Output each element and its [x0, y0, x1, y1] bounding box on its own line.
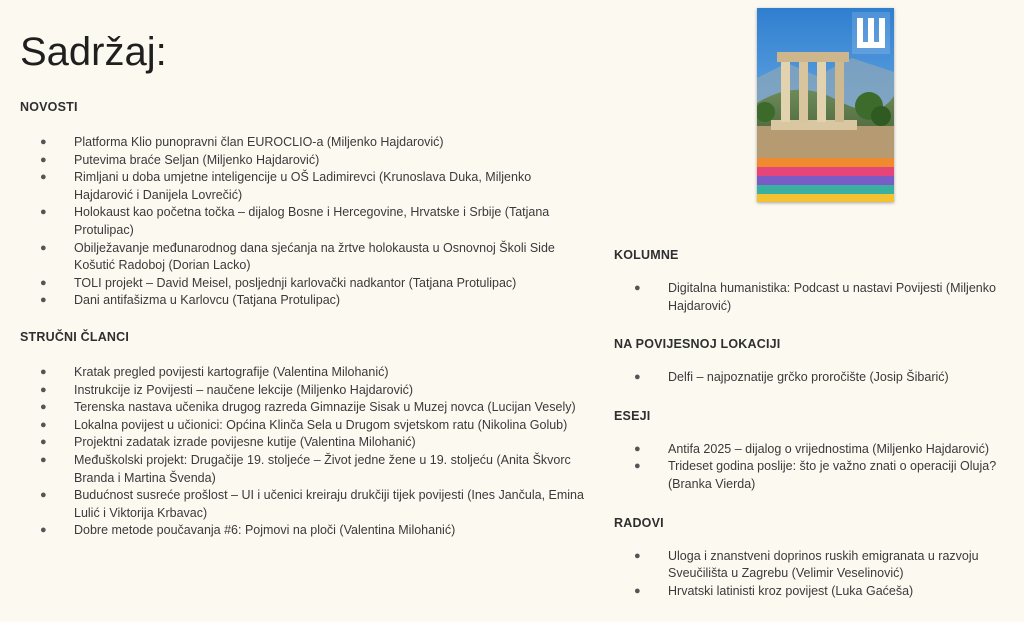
bullet-icon: ● [634, 460, 641, 473]
bullet-icon: ● [40, 365, 47, 378]
list-item [614, 458, 1014, 493]
bullet-icon: ● [40, 436, 47, 449]
item-text: Putevima braće Seljan (Miljenko Hajdarović) [74, 152, 320, 167]
item-text: Hrvatski latinisti kroz povijest (Luka Gaćeša) [668, 583, 914, 598]
bullet-icon: ● [40, 383, 47, 396]
item-text: Međuškolski projekt: Drugačije 19. stoljeće – Život jedne žene u 19. stoljeću (Anita Škvorc Branda i Martina Švenda) [74, 452, 571, 485]
section-strucni-clanci [20, 330, 590, 540]
list-item [20, 292, 590, 310]
delphi-tholos-photo [757, 8, 894, 202]
item-text: Projektni zadatak izrade povijesne kutije (Valentina Milohanić) [74, 435, 416, 450]
bullet-icon: ● [40, 206, 47, 219]
item-text: Rimljani u doba umjetne inteligencije u OŠ Ladimirevci (Krunoslava Duka, Miljenko Hajdarović i Danijela Lovrečić) [74, 170, 532, 202]
lokacija-list [614, 369, 1014, 387]
list-item [20, 204, 590, 239]
section-heading: NOVOSTI [20, 100, 78, 114]
list-item [20, 134, 590, 152]
magazine-logo-icon [852, 12, 890, 54]
bullet-icon: ● [40, 524, 47, 537]
item-text: Obilježavanje međunarodnog dana sjećanja na žrtve holokausta u Osnovnoj Školi Side Košutić Radoboj (Dorian Lacko) [74, 240, 555, 273]
bullet-icon: ● [40, 453, 47, 466]
item-text: Uloga i znanstveni doprinos ruskih emigranata u razvoju Sveučilišta u Zagrebu (Velimir Veselinović) [668, 548, 979, 581]
item-text: Dobre metode poučavanja #6: Pojmovi na ploči (Valentina Milohanić) [74, 523, 456, 538]
list-item [20, 240, 590, 275]
list-item [20, 417, 590, 435]
item-text: Instrukcije iz Povijesti – naučene lekcije (Miljenko Hajdarović) [74, 382, 414, 397]
item-text: Holokaust kao početna točka – dijalog Bosne i Hercegovine, Hrvatske i Srbije (Tatjana Protulipac) [74, 205, 550, 237]
section-novosti [20, 100, 590, 310]
novosti-list [20, 134, 590, 310]
list-item [20, 434, 590, 452]
item-text: Lokalna povijest u učionici: Općina Klinča Sela u Drugom svjetskom ratu (Nikolina Golub) [74, 417, 568, 432]
bullet-icon: ● [40, 401, 47, 414]
section-heading: NA POVIJESNOJ LOKACIJI [614, 337, 781, 352]
bullet-icon: ● [40, 136, 47, 148]
kolumne-list [614, 280, 1014, 315]
bullet-icon: ● [634, 282, 641, 294]
section-heading: RADOVI [614, 515, 664, 530]
item-text: Trideset godina poslije: što je važno znati o operaciji Oluja? (Branka Vierda) [668, 459, 997, 491]
bullet-icon: ● [40, 171, 47, 184]
section-heading: ESEJI [614, 408, 651, 423]
list-item [614, 548, 1014, 583]
radovi-list [614, 548, 1014, 601]
bullet-icon: ● [40, 294, 47, 307]
bullet-icon: ● [634, 371, 641, 384]
item-text: Platforma Klio punopravni član EUROCLIO-a (Miljenko Hajdarović) [74, 135, 444, 149]
item-text: Antifa 2025 – dijalog o vrijednostima (Miljenko Hajdarović) [668, 441, 989, 456]
item-text: TOLI projekt – David Meisel, posljednji karlovački nadkantor (Tatjana Protulipac) [74, 275, 517, 290]
bullet-icon: ● [40, 276, 47, 289]
bullet-icon: ● [40, 241, 47, 254]
item-text: Dani antifašizma u Karlovcu (Tatjana Protulipac) [74, 293, 341, 308]
list-item [614, 369, 1014, 387]
bullet-icon: ● [40, 489, 47, 502]
eseji-list [614, 441, 1014, 494]
left-column [20, 100, 590, 540]
item-text: Digitalna humanistika: Podcast u nastavi Povijesti (Miljenko Hajdarović) [668, 281, 996, 313]
item-text: Kratak pregled povijesti kartografije (Valentina Milohanić) [74, 364, 389, 379]
right-column [614, 248, 1014, 622]
list-item [614, 583, 1014, 601]
bullet-icon: ● [40, 418, 47, 431]
list-item [614, 280, 1014, 315]
bullet-icon: ● [634, 549, 641, 562]
list-item [20, 382, 590, 400]
bullet-icon: ● [634, 584, 641, 597]
section-eseji [614, 409, 1014, 494]
list-item [20, 487, 590, 522]
list-item [20, 364, 590, 382]
section-kolumne [614, 248, 1014, 315]
section-radovi [614, 516, 1014, 601]
list-item [20, 522, 590, 540]
item-text: Budućnost susreće prošlost – UI i učenici kreiraju drukčiji tijek povijesti (Ines Jančula, Emina Lulić i Viktorija Krbavac) [74, 488, 584, 520]
bullet-icon: ● [634, 442, 641, 455]
section-na-povijesnoj-lokaciji [614, 337, 1014, 387]
strucni-clanci-list [20, 364, 590, 540]
list-item [614, 441, 1014, 459]
magazine-cover [757, 8, 894, 202]
list-item [20, 452, 590, 487]
list-item [20, 275, 590, 293]
item-text: Terenska nastava učenika drugog razreda Gimnazije Sisak u Muzej novca (Lucijan Vesely) [74, 400, 576, 415]
list-item [20, 169, 590, 204]
list-item [20, 152, 590, 170]
item-text: Delfi – najpoznatije grčko proročište (Josip Šibarić) [668, 370, 949, 385]
list-item [20, 399, 590, 417]
section-heading: KOLUMNE [614, 248, 679, 262]
page-title: Sadržaj: [20, 30, 167, 74]
section-heading: STRUČNI ČLANCI [20, 329, 130, 344]
bullet-icon: ● [40, 153, 47, 166]
